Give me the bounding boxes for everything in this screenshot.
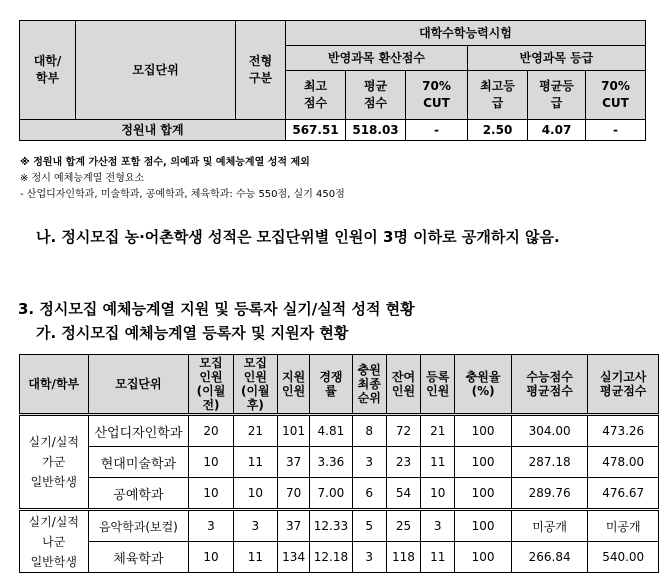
table-row	[20, 510, 659, 542]
table-row	[20, 542, 659, 573]
row-last-rank: 3	[352, 447, 386, 478]
header-quota-initial: 모집 인원 (이월전)	[189, 355, 233, 415]
header-competition: 경쟁 률	[310, 355, 352, 415]
row-unit: 산업디자인학과	[88, 415, 189, 447]
row-remaining: 25	[386, 510, 420, 542]
row-fill-rate: 100	[455, 510, 511, 542]
arts-admission-table	[19, 354, 659, 573]
header-quota-final: 모집 인원 (이월후)	[233, 355, 277, 415]
row-csat-avg: 304.00	[511, 415, 588, 447]
header-csat-avg: 수능점수 평균점수	[511, 355, 588, 415]
header-max-grade: 최고등 급	[468, 71, 528, 120]
sum-avg-grade: 4.07	[528, 120, 586, 141]
row-competition: 3.36	[310, 447, 352, 478]
note-3: - 산업디자인학과, 미술학과, 공예학과, 체육학과: 수능 550점, 실기 450점	[20, 189, 345, 200]
row-competition: 4.81	[310, 415, 352, 447]
sum-max-grade: 2.50	[468, 120, 528, 141]
header-applicants: 지원 인원	[278, 355, 310, 415]
row-last-rank: 3	[352, 542, 386, 573]
row-applicants: 37	[278, 510, 310, 542]
row-practical-avg: 미공개	[588, 510, 659, 542]
note-2: ※ 정시 예체능계열 전형요소	[20, 173, 145, 184]
sum-label: 정원내 합계	[20, 120, 286, 141]
row-remaining: 118	[386, 542, 420, 573]
row-quota-initial: 20	[189, 415, 233, 447]
row-quota-initial: 10	[189, 478, 233, 510]
row-quota-initial: 3	[189, 510, 233, 542]
header-type: 전형 구분	[236, 21, 286, 120]
row-registered: 21	[421, 415, 455, 447]
row-remaining: 23	[386, 447, 420, 478]
header-school: 대학/ 학부	[20, 21, 76, 120]
section-na-heading: 나. 정시모집 농·어촌학생 성적은 모집단위별 인원이 3명 이하로 공개하지 않음.	[36, 228, 560, 246]
section-3-heading: 3. 정시모집 예체능계열 지원 및 등록자 실기/실적 성적 현황	[18, 300, 415, 318]
header-avg-grade: 평균등 급	[528, 71, 586, 120]
csat-score-table	[19, 20, 646, 141]
header-cut-score: 70% CUT	[406, 71, 468, 120]
row-quota-initial: 10	[189, 447, 233, 478]
row-quota-final: 21	[233, 415, 277, 447]
row-quota-final: 10	[233, 478, 277, 510]
header-registered: 등록 인원	[421, 355, 455, 415]
header-cut-grade: 70% CUT	[586, 71, 646, 120]
header-max-score: 최고 점수	[286, 71, 346, 120]
row-registered: 3	[421, 510, 455, 542]
header-score-group: 반영과목 환산점수	[286, 46, 468, 71]
table-row	[20, 447, 659, 478]
row-remaining: 54	[386, 478, 420, 510]
row-last-rank: 8	[352, 415, 386, 447]
row-competition: 7.00	[310, 478, 352, 510]
row-csat-avg: 289.76	[511, 478, 588, 510]
row-quota-final: 11	[233, 447, 277, 478]
group-label: 실기/실적 나군 일반학생	[20, 510, 89, 573]
row-quota-final: 3	[233, 510, 277, 542]
section-3a-heading: 가. 정시모집 예체능계열 등록자 및 지원자 현황	[36, 324, 349, 342]
row-competition: 12.18	[310, 542, 352, 573]
row-fill-rate: 100	[455, 447, 511, 478]
header-csat: 대학수학능력시험	[286, 21, 646, 46]
row-unit: 현대미술학과	[88, 447, 189, 478]
row-practical-avg: 478.00	[588, 447, 659, 478]
row-csat-avg: 266.84	[511, 542, 588, 573]
header-remaining: 잔여 인원	[386, 355, 420, 415]
group-label: 실기/실적 가군 일반학생	[20, 415, 89, 510]
row-unit: 음악학과(보컬)	[88, 510, 189, 542]
row-fill-rate: 100	[455, 415, 511, 447]
row-last-rank: 6	[352, 478, 386, 510]
header-grade-group: 반영과목 등급	[468, 46, 646, 71]
note-1: ※ 정원내 합계 가산점 포함 점수, 의예과 및 예체능계열 성적 제외	[20, 157, 310, 168]
sum-cut-grade: -	[586, 120, 646, 141]
row-last-rank: 5	[352, 510, 386, 542]
header-school: 대학/학부	[20, 355, 89, 415]
row-unit: 공예학과	[88, 478, 189, 510]
header-fill-rate: 충원율 (%)	[455, 355, 511, 415]
row-practical-avg: 476.67	[588, 478, 659, 510]
sum-cut-score: -	[406, 120, 468, 141]
row-applicants: 70	[278, 478, 310, 510]
row-fill-rate: 100	[455, 478, 511, 510]
table-row	[20, 478, 659, 510]
row-applicants: 101	[278, 415, 310, 447]
header-avg-score: 평균 점수	[346, 71, 406, 120]
header-last-rank: 충원 최종 순위	[352, 355, 386, 415]
row-remaining: 72	[386, 415, 420, 447]
row-applicants: 37	[278, 447, 310, 478]
row-registered: 11	[421, 447, 455, 478]
sum-avg-score: 518.03	[346, 120, 406, 141]
notes	[20, 155, 345, 203]
row-fill-rate: 100	[455, 542, 511, 573]
row-unit: 체육학과	[88, 542, 189, 573]
header-unit: 모집단위	[76, 21, 236, 120]
table-row	[20, 415, 659, 447]
row-applicants: 134	[278, 542, 310, 573]
row-registered: 10	[421, 478, 455, 510]
sum-row	[20, 120, 646, 141]
header-practical-avg: 실기고사 평균점수	[588, 355, 659, 415]
row-quota-initial: 10	[189, 542, 233, 573]
row-practical-avg: 540.00	[588, 542, 659, 573]
row-competition: 12.33	[310, 510, 352, 542]
header-unit: 모집단위	[88, 355, 189, 415]
row-quota-final: 11	[233, 542, 277, 573]
row-practical-avg: 473.26	[588, 415, 659, 447]
sum-max-score: 567.51	[286, 120, 346, 141]
row-csat-avg: 287.18	[511, 447, 588, 478]
row-csat-avg: 미공개	[511, 510, 588, 542]
row-registered: 11	[421, 542, 455, 573]
